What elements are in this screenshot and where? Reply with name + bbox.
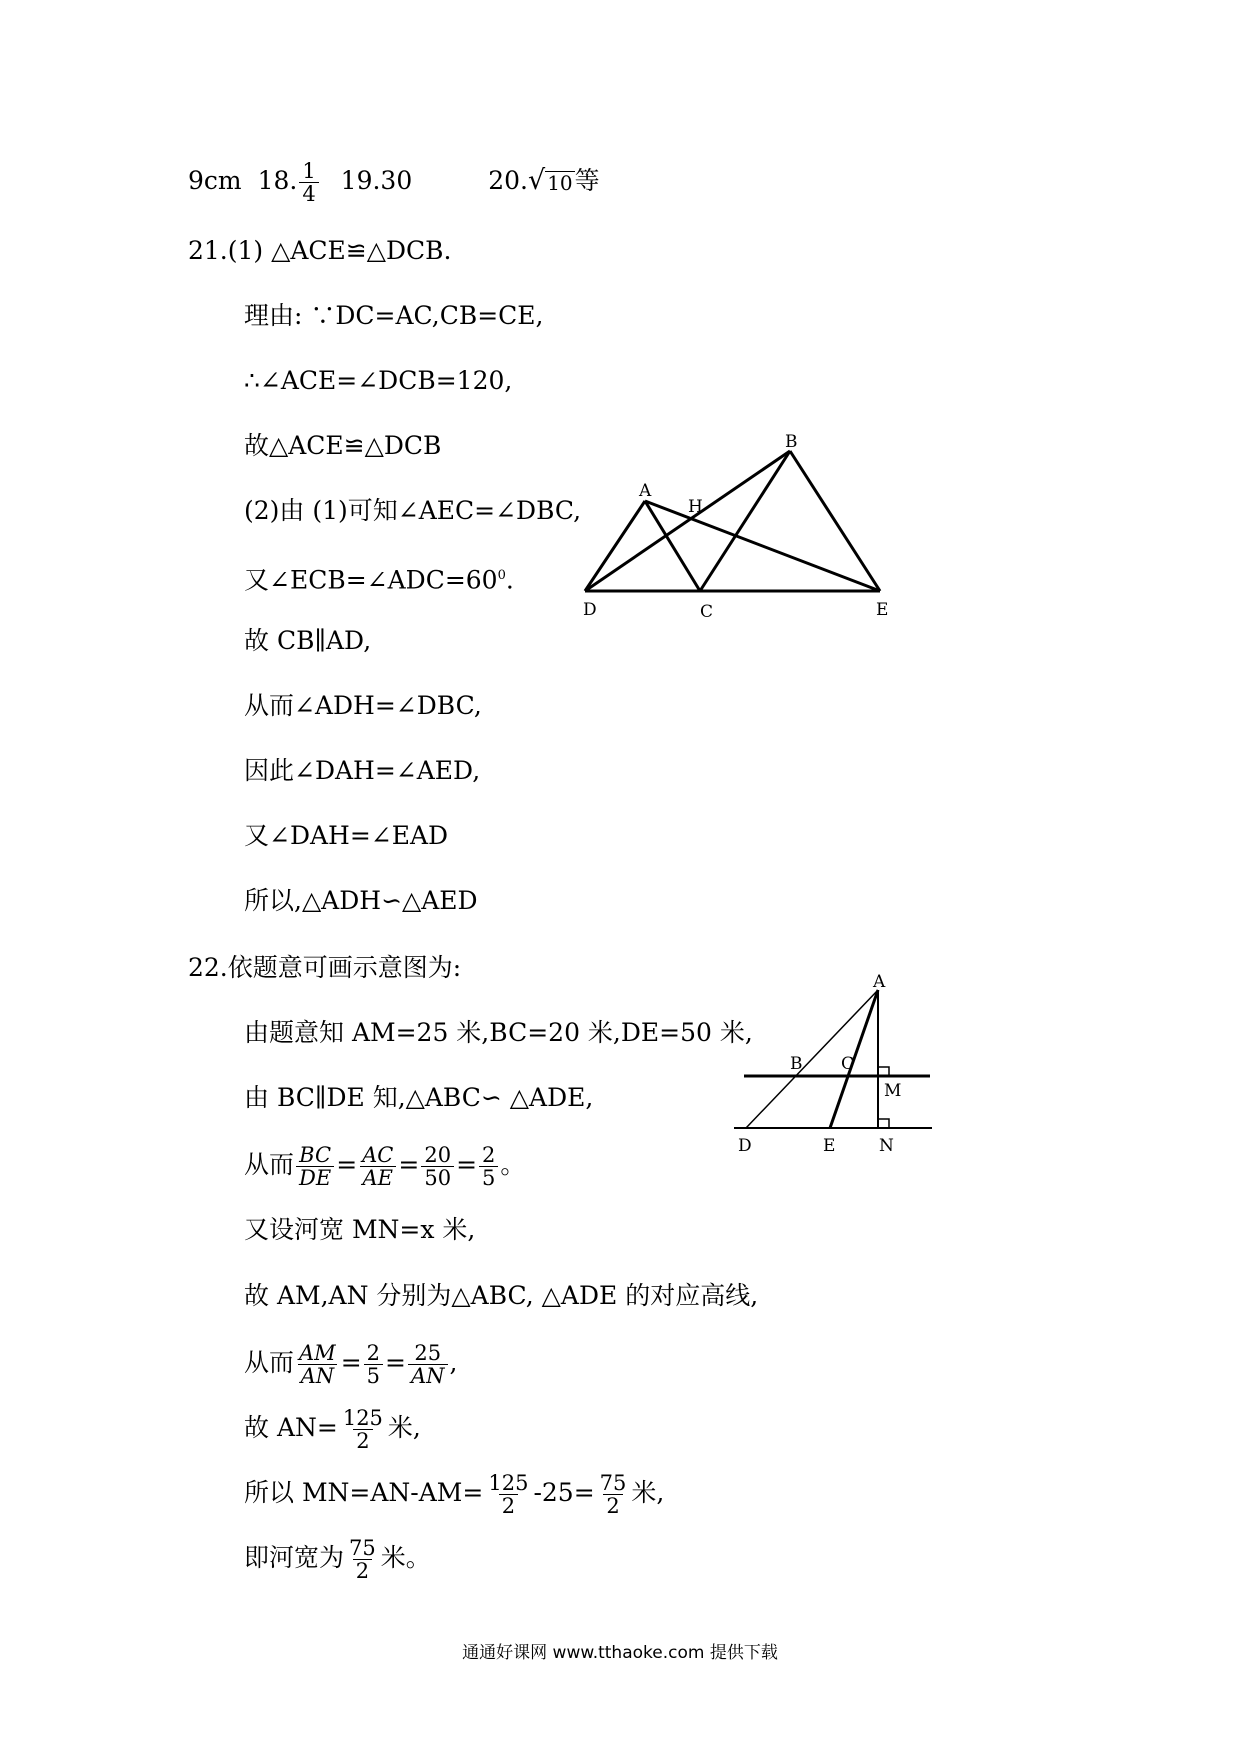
q21-line7: 从而∠ADH=∠DBC,	[244, 691, 482, 720]
label-D: D	[738, 1136, 752, 1156]
answer-20-label: 20.	[488, 166, 528, 195]
segment-AD	[746, 990, 878, 1128]
label-D: D	[583, 600, 597, 620]
q22-line3: 从而 $\frac{BC}{DE}$ = $\frac{AC}{AE}$ = $\frac{20}{50}$ = $\frac{2}{5}$ 。	[244, 1143, 526, 1190]
fraction-ac-ae: $\frac{AC}{AE}$	[359, 1144, 396, 1189]
segment-BE	[790, 451, 880, 591]
q21-line10: 所以,△ADH∽△AED	[244, 886, 478, 915]
label-E: E	[823, 1136, 836, 1156]
fraction-20-50: $\frac{20}{50}$	[421, 1144, 454, 1189]
fraction-am-an: $\frac{AM}{AN}$	[299, 1341, 336, 1388]
degree-superscript: 0	[497, 568, 506, 583]
q21-triangle-figure	[560, 420, 900, 630]
label-N: N	[879, 1136, 894, 1156]
answers-row	[188, 160, 600, 205]
answer-18-fraction: $\frac{1}{4}$	[299, 160, 318, 205]
q22-header: 22.依题意可画示意图为:	[188, 953, 462, 982]
q22-line2: 由 BC∥DE 知,△ABC∽ △ADE,	[244, 1083, 594, 1112]
q21-line3: 故△ACE≌△DCB	[244, 431, 442, 460]
q22-line6: 从而 $\frac{AM}{AN}$ = $\frac{2}{5}$ = $\frac{25}{AN}$ ,	[244, 1341, 458, 1388]
label-C: C	[700, 602, 714, 622]
fraction-2-5: $\frac{2}{5}$	[479, 1144, 498, 1189]
fraction-125-2-b: $\frac{125}{2}$	[488, 1471, 529, 1518]
q21-line1: 理由: ∵DC=AC,CB=CE,	[244, 301, 544, 330]
q21-line2: ∴∠ACE=∠DCB=120,	[244, 366, 513, 395]
segment-CB	[700, 451, 790, 591]
fraction-75-2: $\frac{75}{2}$	[599, 1471, 627, 1518]
q22-line1: 由题意知 AM=25 米,BC=20 米,DE=50 米,	[244, 1018, 753, 1047]
q21-line9: 又∠DAH=∠EAD	[244, 821, 449, 850]
answer-17: 9cm	[188, 166, 242, 195]
q21-header: 21.(1) △ACE≌△DCB.	[188, 236, 452, 265]
answer-19: 19.30	[340, 166, 413, 195]
label-H: H	[688, 497, 703, 517]
answer-18-label: 18.	[257, 166, 298, 195]
right-angle-mark-N	[878, 1119, 889, 1128]
fraction-25-an: $\frac{25}{AN}$	[408, 1342, 448, 1387]
q21-line4: (2)由 (1)可知∠AEC=∠DBC,	[244, 496, 582, 525]
segment-DA	[585, 501, 645, 591]
q22-line8: 所以 MN=AN-AM= $\frac{125}{2}$ -25= $\frac{75}{2}$ 米,	[244, 1471, 665, 1518]
label-B: B	[785, 432, 798, 452]
q22-line9: 即河宽为 $\frac{75}{2}$ 米。	[244, 1536, 431, 1583]
q22-line7: 故 AN= $\frac{125}{2}$ 米,	[244, 1406, 421, 1453]
label-A: A	[873, 972, 886, 992]
label-A: A	[639, 481, 652, 501]
q22-line5: 故 AM,AN 分别为△ABC, △ADE 的对应高线,	[244, 1281, 759, 1310]
q21-line8: 因此∠DAH=∠AED,	[244, 756, 481, 785]
fraction-bc-de: $\frac{BC}{DE}$	[296, 1144, 334, 1189]
label-B: B	[790, 1054, 803, 1074]
answer-20-suffix: 等	[574, 166, 600, 195]
fraction-75-2-b: $\frac{75}{2}$	[349, 1536, 376, 1583]
answer-20-sqrt: √ 10	[527, 165, 573, 196]
footer-source: 通通好课网 www.tthaoke.com 提供下载	[462, 1643, 778, 1663]
q22-river-figure	[720, 960, 940, 1160]
fraction-125-2: $\frac{125}{2}$	[342, 1406, 383, 1453]
label-M: M	[884, 1081, 902, 1101]
q22-line4: 又设河宽 MN=x 米,	[244, 1215, 476, 1244]
q21-line5: 又$\angle ECB=\angle ADC=60^0$.	[244, 565, 514, 595]
label-C: C	[841, 1054, 855, 1074]
label-E: E	[876, 600, 889, 620]
fraction-2-5-b: $\frac{2}{5}$	[364, 1342, 383, 1387]
q21-line6: 故 CB∥AD,	[244, 626, 372, 655]
segment-AE	[645, 501, 880, 591]
